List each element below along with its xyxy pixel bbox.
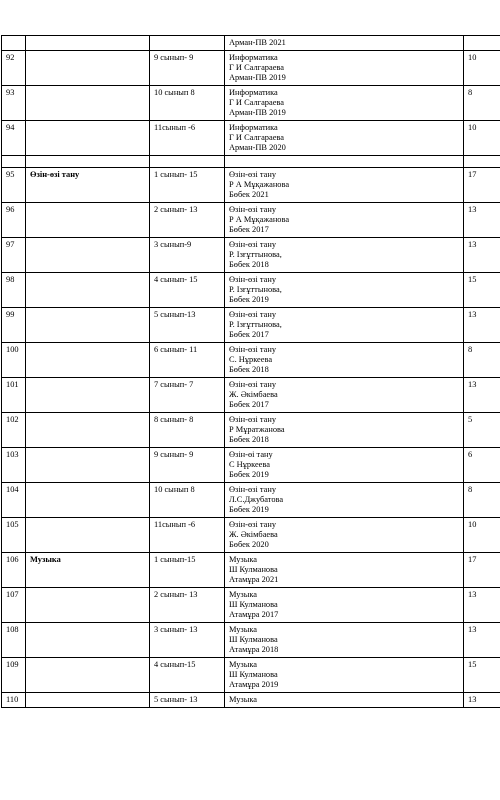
textbook-line: Ш Кулманова	[229, 600, 278, 609]
textbook-line: Бөбек 2019	[229, 295, 269, 304]
grade-cell: 9 сынып- 9	[150, 51, 225, 86]
textbook-line: Р. Ізғұттынова,	[229, 250, 282, 259]
textbook-cell	[225, 308, 464, 343]
textbook-line: Бөбек 2020	[229, 540, 269, 549]
textbook-line: Атамұра 2018	[229, 645, 279, 654]
subject-cell	[26, 308, 150, 343]
subject-cell	[26, 203, 150, 238]
row-number-cell: 97	[2, 238, 26, 273]
row-number-cell: 101	[2, 378, 26, 413]
textbook-line: Өзін-өзі тану	[229, 485, 277, 494]
textbook-line: Өзін-өзі тану	[229, 240, 277, 249]
count-cell: 13	[464, 588, 500, 623]
table-row	[2, 343, 500, 378]
textbook-line: Өзін-өзі тану	[229, 275, 277, 284]
textbook-cell	[225, 693, 464, 708]
textbook-line: Информатика	[229, 123, 278, 132]
textbook-line: Өзін-өзі тану	[229, 170, 277, 179]
empty-cell	[464, 156, 500, 168]
subject-cell	[26, 51, 150, 86]
row-number-cell	[2, 36, 26, 51]
table-row	[2, 51, 500, 86]
table-row	[2, 413, 500, 448]
textbook-line: Атамұра 2017	[229, 610, 279, 619]
count-cell: 13	[464, 238, 500, 273]
subject-cell	[26, 273, 150, 308]
count-cell: 8	[464, 483, 500, 518]
table-row	[2, 483, 500, 518]
textbook-line: Р Мұратжанова	[229, 425, 285, 434]
grade-cell	[150, 36, 225, 51]
textbook-line: Бөбек 2019	[229, 505, 269, 514]
textbook-cell	[225, 168, 464, 203]
textbook-cell	[225, 413, 464, 448]
subject-cell	[26, 518, 150, 553]
textbook-cell	[225, 36, 464, 51]
subject-cell	[26, 86, 150, 121]
subject-cell	[26, 588, 150, 623]
textbook-line: Арман-ПВ 2019	[229, 73, 286, 82]
textbook-line: Өзін-өзі тану	[229, 520, 277, 529]
grade-cell: 2 сынып- 13	[150, 588, 225, 623]
row-number-cell: 106	[2, 553, 26, 588]
textbook-line: Бөбек 2017	[229, 225, 269, 234]
subject-cell	[26, 483, 150, 518]
table-row	[2, 168, 500, 203]
textbook-line: Бөбек 2019	[229, 470, 269, 479]
grade-cell: 3 сынып-9	[150, 238, 225, 273]
textbook-line: Бөбек 2018	[229, 260, 269, 269]
textbook-line: Өзін-өзі тану	[229, 205, 277, 214]
count-cell: 15	[464, 273, 500, 308]
grade-cell: 5 сынып-13	[150, 308, 225, 343]
grade-cell: 11сынып -6	[150, 121, 225, 156]
textbook-line: Ш Кулманова	[229, 635, 278, 644]
textbook-cell	[225, 343, 464, 378]
textbook-cell	[225, 273, 464, 308]
grade-cell: 4 сынып- 15	[150, 273, 225, 308]
subject-cell	[26, 623, 150, 658]
textbook-cell	[225, 238, 464, 273]
table-row	[2, 121, 500, 156]
textbook-line: Ш Кулманова	[229, 670, 278, 679]
count-cell: 17	[464, 553, 500, 588]
grade-cell: 11сынып -6	[150, 518, 225, 553]
row-number-cell: 109	[2, 658, 26, 693]
row-number-cell: 107	[2, 588, 26, 623]
textbook-line: Өзін-өзі тану	[229, 415, 277, 424]
textbook-line: Р. Ізғұттынова,	[229, 320, 282, 329]
grade-cell: 10 сынып 8	[150, 483, 225, 518]
table-row	[2, 658, 500, 693]
textbook-line: Атамұра 2019	[229, 680, 279, 689]
grade-cell: 1 сынып- 15	[150, 168, 225, 203]
textbook-cell	[225, 448, 464, 483]
table-row	[2, 238, 500, 273]
row-number-cell: 102	[2, 413, 26, 448]
textbook-line: Арман-ПВ 2019	[229, 108, 286, 117]
textbook-line: Л.С.Джубатова	[229, 495, 284, 504]
textbook-line: Информатика	[229, 53, 278, 62]
textbook-line: Музыка	[229, 590, 258, 599]
textbook-line: Өзін-өзі тану	[229, 380, 277, 389]
subject-cell: Музыка	[26, 553, 150, 588]
textbook-line: Бөбек 2018	[229, 435, 269, 444]
row-number-cell: 103	[2, 448, 26, 483]
empty-cell	[2, 156, 26, 168]
count-cell: 13	[464, 203, 500, 238]
grade-cell: 3 сынып- 13	[150, 623, 225, 658]
subject-cell	[26, 36, 150, 51]
subject-cell	[26, 238, 150, 273]
textbook-line: Р А Мұқажанова	[229, 215, 290, 224]
count-cell: 13	[464, 308, 500, 343]
textbook-cell	[225, 623, 464, 658]
textbook-cell	[225, 553, 464, 588]
textbook-table	[1, 35, 500, 708]
textbook-cell	[225, 588, 464, 623]
grade-cell: 10 сынып 8	[150, 86, 225, 121]
subject-cell	[26, 658, 150, 693]
textbook-line: Г И Салгараева	[229, 98, 284, 107]
textbook-line: Ж. Әкімбаева	[229, 530, 278, 539]
grade-cell: 1 сынып-15	[150, 553, 225, 588]
textbook-line: Музыка	[229, 660, 258, 669]
subject-cell	[26, 693, 150, 708]
grade-cell: 6 сынып- 11	[150, 343, 225, 378]
count-cell: 10	[464, 121, 500, 156]
table-row	[2, 693, 500, 708]
table-row	[2, 588, 500, 623]
count-cell: 8	[464, 86, 500, 121]
row-number-cell: 104	[2, 483, 26, 518]
subject-cell	[26, 413, 150, 448]
row-number-cell: 94	[2, 121, 26, 156]
textbook-line: Музыка	[229, 555, 258, 564]
table-row	[2, 553, 500, 588]
textbook-cell	[225, 483, 464, 518]
textbook-line: Өзін-өі тану	[229, 450, 273, 459]
textbook-line: Атамұра 2021	[229, 575, 279, 584]
count-cell: 13	[464, 378, 500, 413]
textbook-line: Арман-ПВ 2020	[229, 143, 286, 152]
textbook-line: Информатика	[229, 88, 278, 97]
textbook-line: Арман-ПВ 2021	[229, 38, 286, 47]
table-row	[2, 448, 500, 483]
empty-cell	[225, 156, 464, 168]
table-body	[2, 36, 500, 708]
textbook-line: Р А Мұқажанова	[229, 180, 290, 189]
row-number-cell: 95	[2, 168, 26, 203]
textbook-line: С. Нұркеева	[229, 355, 273, 364]
textbook-cell	[225, 86, 464, 121]
textbook-line: Бөбек 2021	[229, 190, 269, 199]
grade-cell: 2 сынып- 13	[150, 203, 225, 238]
subject-cell	[26, 343, 150, 378]
count-cell: 13	[464, 693, 500, 708]
subject-cell	[26, 378, 150, 413]
textbook-line: Бөбек 2017	[229, 330, 269, 339]
grade-cell: 9 сынып- 9	[150, 448, 225, 483]
textbook-cell	[225, 121, 464, 156]
row-number-cell: 98	[2, 273, 26, 308]
empty-cell	[26, 156, 150, 168]
row-number-cell: 93	[2, 86, 26, 121]
textbook-line: Өзін-өзі тану	[229, 310, 277, 319]
table-row	[2, 623, 500, 658]
row-number-cell: 110	[2, 693, 26, 708]
textbook-line: Ж. Әкімбаева	[229, 390, 278, 399]
table-row	[2, 36, 500, 51]
textbook-line: Г И Салгараева	[229, 133, 284, 142]
table-row	[2, 203, 500, 238]
textbook-line: Г И Салгараева	[229, 63, 284, 72]
textbook-line: Р. Ізғұттынова,	[229, 285, 282, 294]
textbook-line: Музыка	[229, 625, 258, 634]
count-cell: 15	[464, 658, 500, 693]
count-cell: 10	[464, 51, 500, 86]
textbook-line: Өзін-өзі тану	[229, 345, 277, 354]
subject-cell	[26, 448, 150, 483]
table-row	[2, 273, 500, 308]
grade-cell: 8 сынып- 8	[150, 413, 225, 448]
table-row	[2, 86, 500, 121]
count-cell: 5	[464, 413, 500, 448]
table-row	[2, 308, 500, 343]
table-row	[2, 518, 500, 553]
subject-cell: Өзін-өзі тану	[26, 168, 150, 203]
row-number-cell: 100	[2, 343, 26, 378]
grade-cell: 4 сынып-15	[150, 658, 225, 693]
count-cell: 10	[464, 518, 500, 553]
textbook-cell	[225, 203, 464, 238]
textbook-line: Музыка	[229, 695, 258, 704]
count-cell: 17	[464, 168, 500, 203]
table-row	[2, 156, 500, 168]
textbook-line: С Нұркеева	[229, 460, 270, 469]
table-row	[2, 378, 500, 413]
textbook-line: Бөбек 2017	[229, 400, 269, 409]
row-number-cell: 108	[2, 623, 26, 658]
textbook-cell	[225, 378, 464, 413]
grade-cell: 5 сынып- 13	[150, 693, 225, 708]
row-number-cell: 99	[2, 308, 26, 343]
textbook-cell	[225, 51, 464, 86]
textbook-line: Ш Кулманова	[229, 565, 278, 574]
count-cell	[464, 36, 500, 51]
grade-cell: 7 сынып- 7	[150, 378, 225, 413]
count-cell: 13	[464, 623, 500, 658]
textbook-cell	[225, 658, 464, 693]
count-cell: 8	[464, 343, 500, 378]
count-cell: 6	[464, 448, 500, 483]
textbook-cell	[225, 518, 464, 553]
textbook-line: Бөбек 2018	[229, 365, 269, 374]
row-number-cell: 96	[2, 203, 26, 238]
row-number-cell: 92	[2, 51, 26, 86]
empty-cell	[150, 156, 225, 168]
row-number-cell: 105	[2, 518, 26, 553]
subject-cell	[26, 121, 150, 156]
